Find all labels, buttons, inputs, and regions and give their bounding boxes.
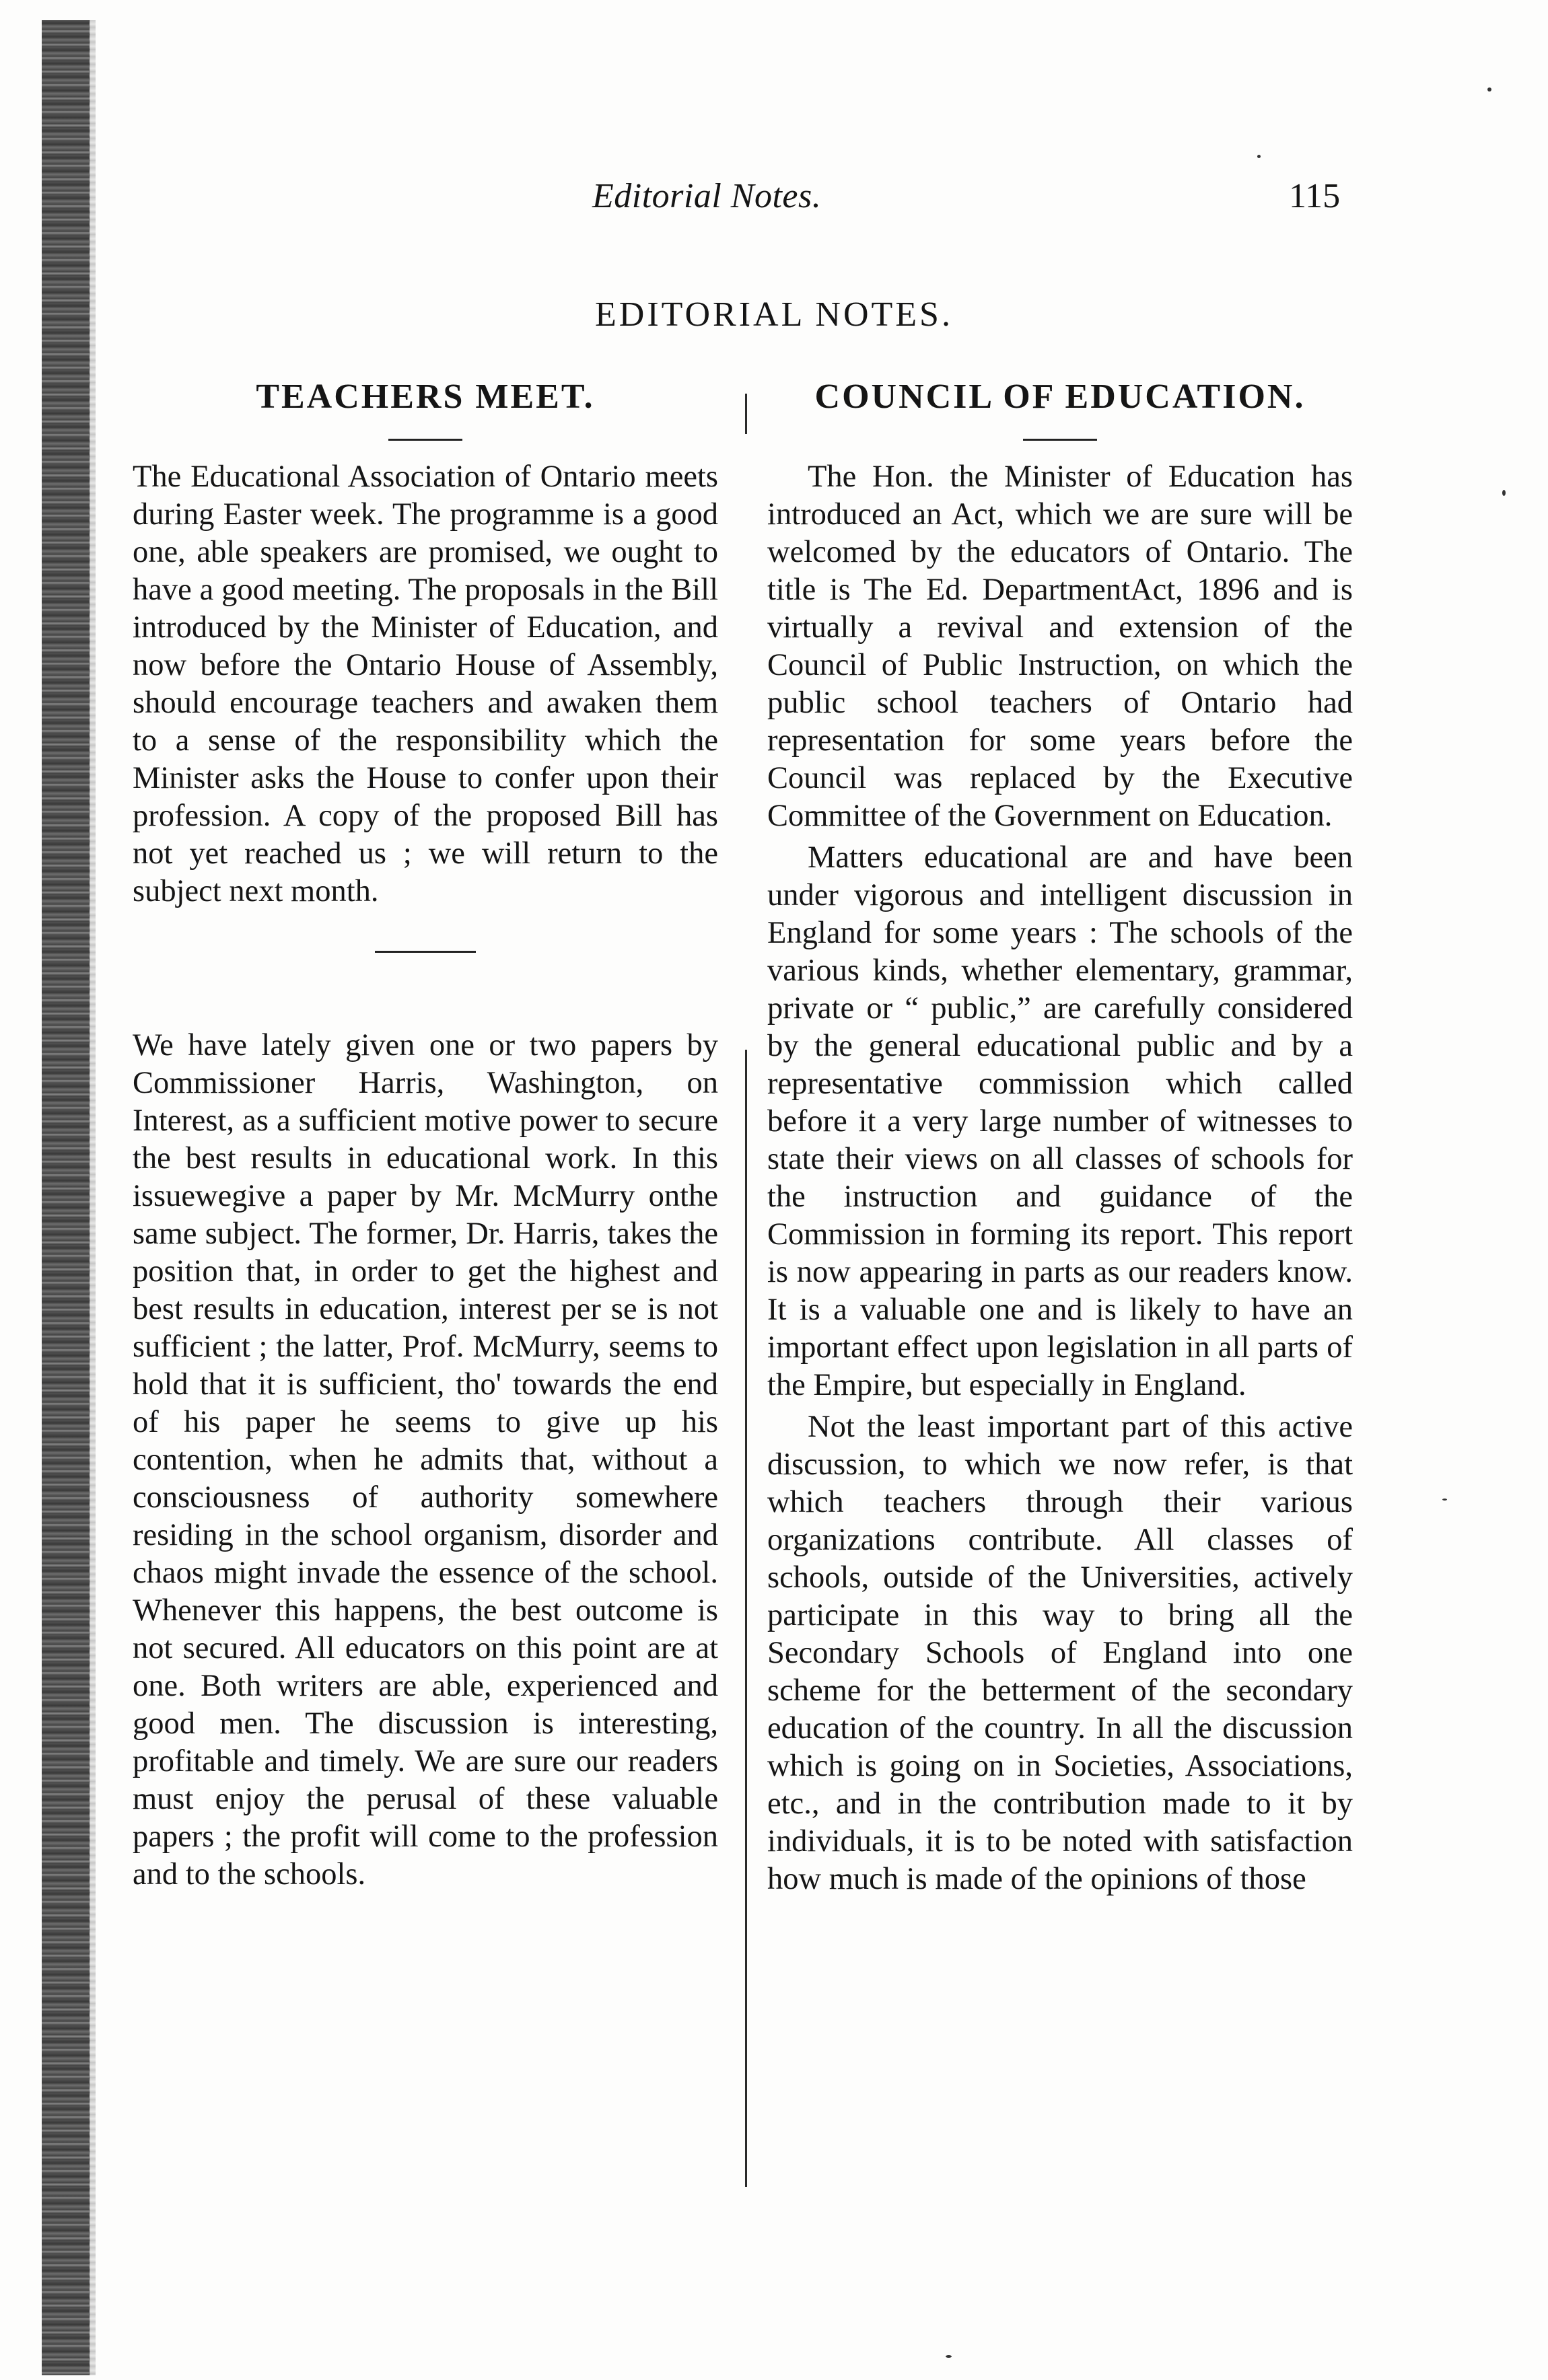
print-speck bbox=[1442, 1499, 1447, 1501]
council-paragraph-2: Matters educational are and have been under vigorous and intelligent discussion in England for some years : The schools of the various kinds, whether elementary, grammar, private or “ public,” are carefully considered by the general educational public and by a representative commission which called before it a very large number of witnesses to state their views on all classes of schools for the instruction and guidance of the Commission in forming its report. This report is now appearing in parts as our readers know. It is a valuable one and is likely to have an important effect upon legislation in all parts of the Empire, but especially in England. bbox=[767, 840, 1353, 1402]
binding-shadow bbox=[89, 20, 96, 2375]
heading-rule bbox=[388, 439, 462, 441]
teachers-meet-heading: TEACHERS MEET. bbox=[256, 377, 595, 416]
council-paragraph-3: Not the least important part of this active discussion, to which we now refer, is that which teachers through their various organizations contribute. All classes of schools, outside of the Universities, actively participate in this way to bring all the Secondary Schools of England into one scheme for the betterment of the secondary education of the country. In all the discussion which is going on in Societies, Associations, etc., and in the contribution made to it by individuals, it is to be noted with satisfaction how much is made of the opinions of those bbox=[767, 1410, 1353, 1896]
print-speck bbox=[946, 2355, 952, 2358]
print-speck bbox=[1487, 87, 1491, 92]
running-head: Editorial Notes. bbox=[592, 177, 822, 215]
teachers-meet-paragraph: The Educational Association of Ontario meets during Easter week. The programme is a good one, able speakers are promised, we ought to have a good meeting. The proposals in the Bill introduced by the Minister of Education, and now before the Ontario House of Assembly, should encourage teachers and awaken them to a sense of the responsibility which the Minister asks the House to confer upon their profession. A copy of the proposed Bill has not yet reached us ; we will return to the subject next month. bbox=[133, 460, 718, 908]
council-paragraph-1: The Hon. the Minister of Education has introduced an Act, which we are sure will be welcomed by the educators of Ontario. The title is The Ed. DepartmentAct, 1896 and is virtually a revival and extension of the Council of Public Instruction, on which the public school teachers of Ontario had representation for some years before the Council was replaced by the Executive Committee of the Government on Education. bbox=[767, 460, 1353, 833]
interest-paragraph: We have lately given one or two papers by Commissioner Harris, Washington, on Interest, as a sufficient motive power to secure the best results in educational work. In this issuewegive a paper by Mr. McMurry onthe same subject. The former, Dr. Harris, takes the position that, in order to get the highest and best results in education, interest per se is not sufficient ; the latter, Prof. McMurry, seems to hold that it is sufficient, tho' towards the end of his paper he seems to give up his contention, when he admits that, without a consciousness of authority somewhere residing in the school organism, disorder and chaos might invade the essence of the school. Whenever this happens, the best outcome is not secured. All educators on this point are at one. Both writers are able, experienced and good men. The discussion is interesting, profitable and timely. We are sure our readers must enjoy the perusal of these valuable papers ; the profit will come to the profession and to the schools. bbox=[133, 1028, 718, 1891]
section-separator-rule bbox=[375, 951, 476, 953]
left-column bbox=[133, 375, 718, 1898]
heading-rule bbox=[1023, 439, 1097, 441]
book-binding-edge bbox=[42, 20, 90, 2375]
print-speck bbox=[1502, 490, 1506, 496]
print-speck bbox=[1257, 155, 1261, 158]
section-title: EDITORIAL NOTES. bbox=[595, 295, 953, 334]
right-column bbox=[767, 375, 1353, 1902]
council-of-education-heading: COUNCIL OF EDUCATION. bbox=[814, 377, 1306, 416]
column-divider-top bbox=[745, 394, 747, 434]
page-number: 115 bbox=[1289, 177, 1341, 215]
column-divider bbox=[745, 1050, 747, 2187]
